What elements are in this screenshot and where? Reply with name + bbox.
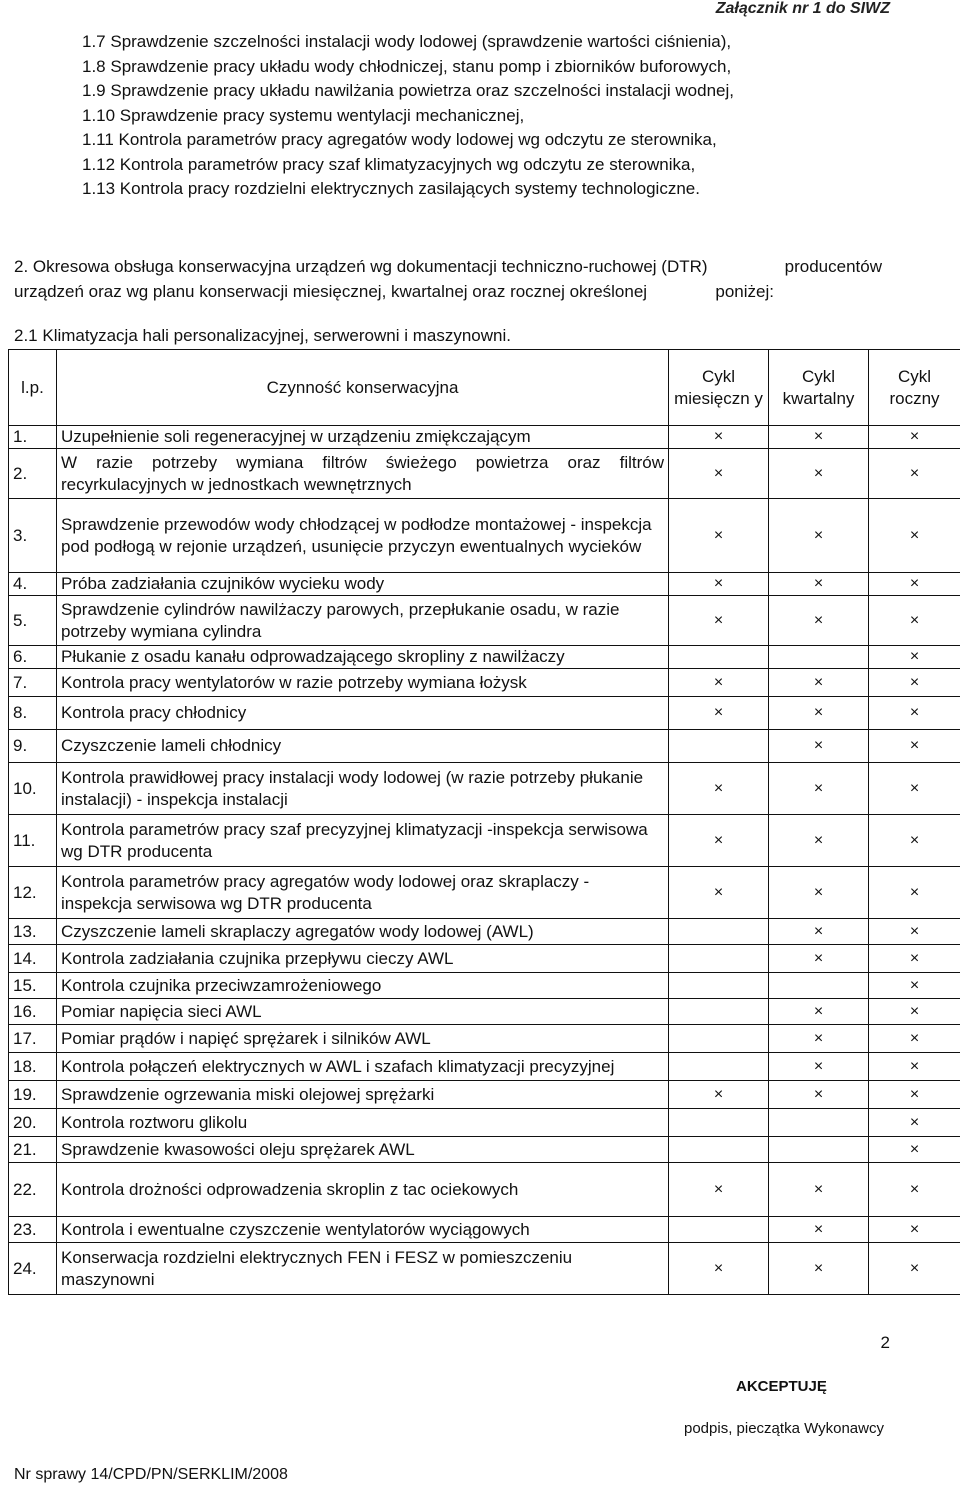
row-yearly-mark: × [869, 1243, 960, 1295]
row-task: Kontrola drożności odprowadzenia skroplin z tac ociekowych [57, 1163, 669, 1217]
row-quarterly-mark: × [769, 945, 869, 973]
row-number: 13. [9, 919, 57, 945]
row-monthly-mark: × [669, 449, 769, 499]
row-task: Kontrola i ewentualne czyszczenie wentylatorów wyciągowych [57, 1217, 669, 1243]
row-quarterly-mark: × [769, 499, 869, 573]
table-row [9, 573, 960, 596]
table-row [9, 1217, 960, 1243]
row-number: 21. [9, 1137, 57, 1163]
row-monthly-mark [669, 919, 769, 945]
table-row [9, 919, 960, 945]
row-yearly-mark: × [869, 449, 960, 499]
table-row [9, 426, 960, 449]
row-quarterly-mark: × [769, 669, 869, 697]
row-number: 23. [9, 1217, 57, 1243]
row-monthly-mark: × [669, 499, 769, 573]
row-number: 4. [9, 573, 57, 596]
row-task: Sprawdzenie kwasowości oleju sprężarek AWL [57, 1137, 669, 1163]
table-row [9, 499, 960, 573]
row-quarterly-mark: × [769, 573, 869, 596]
header-monthly: Cykl miesięczn y [669, 350, 769, 426]
row-yearly-mark: × [869, 973, 960, 999]
row-quarterly-mark: × [769, 999, 869, 1025]
row-quarterly-mark: × [769, 1081, 869, 1109]
header-lp: l.p. [9, 350, 57, 426]
row-number: 24. [9, 1243, 57, 1295]
row-number: 9. [9, 730, 57, 763]
list-item: 1.7 Sprawdzenie szczelności instalacji wody lodowej (sprawdzenie wartości ciśnienia), [82, 32, 732, 51]
row-monthly-mark: × [669, 669, 769, 697]
table-row [9, 867, 960, 919]
row-monthly-mark: × [669, 1163, 769, 1217]
table-row [9, 1025, 960, 1053]
list-item: 1.10 Sprawdzenie pracy systemu wentylacji mechanicznej, [82, 105, 525, 125]
row-yearly-mark: × [869, 1053, 960, 1081]
row-number: 20. [9, 1109, 57, 1137]
row-task: Kontrola parametrów pracy agregatów wody lodowej oraz skraplaczy - inspekcja serwisowa wg DTR producenta [57, 867, 669, 919]
row-task: W razie potrzeby wymiana filtrów świeżego powietrza oraz filtrów recyrkulacyjnych w jednostkach wewnętrznych [57, 449, 669, 499]
table-row [9, 1243, 960, 1295]
row-quarterly-mark: × [769, 1025, 869, 1053]
table-row [9, 1137, 960, 1163]
row-quarterly-mark [769, 1109, 869, 1137]
row-number: 18. [9, 1053, 57, 1081]
section-2-line-2-end: poniżej: [715, 282, 774, 301]
row-number: 1. [9, 426, 57, 449]
row-number: 8. [9, 697, 57, 730]
list-item: 1.9 Sprawdzenie pracy układu nawilżania powietrza oraz szczelności instalacji wodnej, [82, 81, 735, 100]
row-task: Pomiar napięcia sieci AWL [57, 999, 669, 1025]
row-monthly-mark [669, 1053, 769, 1081]
row-task: Płukanie z osadu kanału odprowadzającego skropliny z nawilżaczy [57, 646, 669, 669]
row-yearly-mark: × [869, 1137, 960, 1163]
table-row [9, 646, 960, 669]
table-row [9, 730, 960, 763]
row-yearly-mark: × [869, 1109, 960, 1137]
case-reference: Nr sprawy 14/CPD/PN/SERKLIM/2008 [14, 1466, 288, 1483]
row-task: Czyszczenie lameli chłodnicy [57, 730, 669, 763]
row-yearly-mark: × [869, 1217, 960, 1243]
section-2-line-1: 2. Okresowa obsługa konserwacyjna urządzeń wg dokumentacji techniczno-ruchowej (DTR) [14, 257, 708, 276]
row-monthly-mark: × [669, 815, 769, 867]
row-yearly-mark: × [869, 646, 960, 669]
row-quarterly-mark: × [769, 1217, 869, 1243]
row-task: Kontrola prawidłowej pracy instalacji wody lodowej (w razie potrzeby płukanie instalacji) - inspekcja instalacji [57, 763, 669, 815]
row-number: 6. [9, 646, 57, 669]
row-number: 15. [9, 973, 57, 999]
row-number: 2. [9, 449, 57, 499]
row-monthly-mark: × [669, 573, 769, 596]
row-task: Sprawdzenie ogrzewania miski olejowej sprężarki [57, 1081, 669, 1109]
row-task: Kontrola pracy chłodnicy [57, 697, 669, 730]
row-task: Kontrola pracy wentylatorów w razie potrzeby wymiana łożysk [57, 669, 669, 697]
section-2-line-1-end: producentów [784, 257, 882, 276]
table-row [9, 697, 960, 730]
row-task: Uzupełnienie soli regeneracyjnej w urządzeniu zmiękczającym [57, 426, 669, 449]
row-yearly-mark: × [869, 999, 960, 1025]
table-row [9, 1163, 960, 1217]
row-task: Kontrola parametrów pracy szaf precyzyjnej klimatyzacji -inspekcja serwisowa wg DTR producenta [57, 815, 669, 867]
row-task: Konserwacja rozdzielni elektrycznych FEN i FESZ w pomieszczeniu maszynowni [57, 1243, 669, 1295]
row-yearly-mark: × [869, 945, 960, 973]
row-yearly-mark: × [869, 573, 960, 596]
row-number: 17. [9, 1025, 57, 1053]
row-quarterly-mark: × [769, 596, 869, 646]
row-monthly-mark: × [669, 426, 769, 449]
row-number: 19. [9, 1081, 57, 1109]
header-yearly: Cykl roczny [869, 350, 960, 426]
row-monthly-mark [669, 1137, 769, 1163]
table-row [9, 449, 960, 499]
table-row [9, 596, 960, 646]
row-monthly-mark [669, 646, 769, 669]
row-quarterly-mark: × [769, 449, 869, 499]
header-quarterly: Cykl kwartalny [769, 350, 869, 426]
row-quarterly-mark: × [769, 1243, 869, 1295]
row-number: 5. [9, 596, 57, 646]
row-yearly-mark: × [869, 596, 960, 646]
annex-label: Załącznik nr 1 do SIWZ [715, 0, 890, 17]
table-row [9, 973, 960, 999]
row-yearly-mark: × [869, 1025, 960, 1053]
list-item: 1.11 Kontrola parametrów pracy agregatów wody lodowej wg odczytu ze sterownika, [82, 130, 717, 149]
list-item: 1.12 Kontrola parametrów pracy szaf klimatyzacyjnych wg odczytu ze sterownika, [82, 154, 696, 174]
row-monthly-mark: × [669, 697, 769, 730]
table-row [9, 815, 960, 867]
accept-label: AKCEPTUJĘ [736, 1378, 827, 1395]
row-number: 22. [9, 1163, 57, 1217]
table-row [9, 1053, 960, 1081]
row-yearly-mark: × [869, 815, 960, 867]
table-row [9, 945, 960, 973]
section-2-intro [14, 254, 944, 304]
row-yearly-mark: × [869, 867, 960, 919]
page-number: 2 [880, 1333, 890, 1352]
row-monthly-mark [669, 999, 769, 1025]
row-monthly-mark: × [669, 763, 769, 815]
row-yearly-mark: × [869, 1163, 960, 1217]
row-number: 11. [9, 815, 57, 867]
row-number: 16. [9, 999, 57, 1025]
row-monthly-mark [669, 973, 769, 999]
subsection-title: 2.1 Klimatyzacja hali personalizacyjnej, serwerowni i maszynowni. [14, 326, 511, 345]
row-yearly-mark: × [869, 426, 960, 449]
row-task: Czyszczenie lameli skraplaczy agregatów wody lodowej (AWL) [57, 919, 669, 945]
row-quarterly-mark: × [769, 426, 869, 449]
table-row [9, 1081, 960, 1109]
row-quarterly-mark: × [769, 1053, 869, 1081]
list-item: 1.8 Sprawdzenie pracy układu wody chłodniczej, stanu pomp i zbiorników buforowych, [82, 56, 732, 76]
row-quarterly-mark: × [769, 730, 869, 763]
row-number: 3. [9, 499, 57, 573]
row-number: 10. [9, 763, 57, 815]
row-yearly-mark: × [869, 1081, 960, 1109]
row-number: 7. [9, 669, 57, 697]
row-yearly-mark: × [869, 730, 960, 763]
table-row [9, 1109, 960, 1137]
row-monthly-mark: × [669, 596, 769, 646]
row-quarterly-mark: × [769, 815, 869, 867]
list-item: 1.13 Kontrola pracy rozdzielni elektrycznych zasilających systemy technologiczne. [82, 179, 700, 198]
row-monthly-mark: × [669, 1243, 769, 1295]
row-monthly-mark: × [669, 1081, 769, 1109]
row-yearly-mark: × [869, 919, 960, 945]
table-row [9, 999, 960, 1025]
row-task: Pomiar prądów i napięć sprężarek i silników AWL [57, 1025, 669, 1053]
row-monthly-mark [669, 1025, 769, 1053]
row-monthly-mark: × [669, 867, 769, 919]
row-quarterly-mark: × [769, 697, 869, 730]
row-monthly-mark [669, 1109, 769, 1137]
row-task: Próba zadziałania czujników wycieku wody [57, 573, 669, 596]
row-monthly-mark [669, 730, 769, 763]
row-yearly-mark: × [869, 697, 960, 730]
row-number: 12. [9, 867, 57, 919]
row-quarterly-mark: × [769, 763, 869, 815]
table-header-row [9, 350, 960, 426]
row-yearly-mark: × [869, 499, 960, 573]
signature-label: podpis, pieczątka Wykonawcy [684, 1420, 884, 1437]
row-task: Kontrola połączeń elektrycznych w AWL i szafach klimatyzacji precyzyjnej [57, 1053, 669, 1081]
table-row [9, 669, 960, 697]
row-monthly-mark [669, 1217, 769, 1243]
row-number: 14. [9, 945, 57, 973]
header-task: Czynność konserwacyjna [57, 350, 669, 426]
checklist [82, 30, 942, 202]
row-task: Sprawdzenie cylindrów nawilżaczy parowych, przepłukanie osadu, w razie potrzeby wymiana cylindra [57, 596, 669, 646]
row-monthly-mark [669, 945, 769, 973]
row-yearly-mark: × [869, 763, 960, 815]
row-quarterly-mark [769, 646, 869, 669]
row-task: Sprawdzenie przewodów wody chłodzącej w podłodze montażowej - inspekcja pod podłogą w rejonie urządzeń, usunięcie przyczyn ewentualnych wycieków [57, 499, 669, 573]
maintenance-table [8, 349, 960, 1295]
row-task: Kontrola zadziałania czujnika przepływu cieczy AWL [57, 945, 669, 973]
row-task: Kontrola czujnika przeciwzamrożeniowego [57, 973, 669, 999]
section-2-line-2: urządzeń oraz wg planu konserwacji miesięcznej, kwartalnej oraz rocznej określonej [14, 282, 648, 301]
row-quarterly-mark [769, 973, 869, 999]
row-task: Kontrola roztworu glikolu [57, 1109, 669, 1137]
row-quarterly-mark: × [769, 867, 869, 919]
table-row [9, 763, 960, 815]
row-quarterly-mark: × [769, 919, 869, 945]
row-yearly-mark: × [869, 669, 960, 697]
row-quarterly-mark [769, 1137, 869, 1163]
row-quarterly-mark: × [769, 1163, 869, 1217]
